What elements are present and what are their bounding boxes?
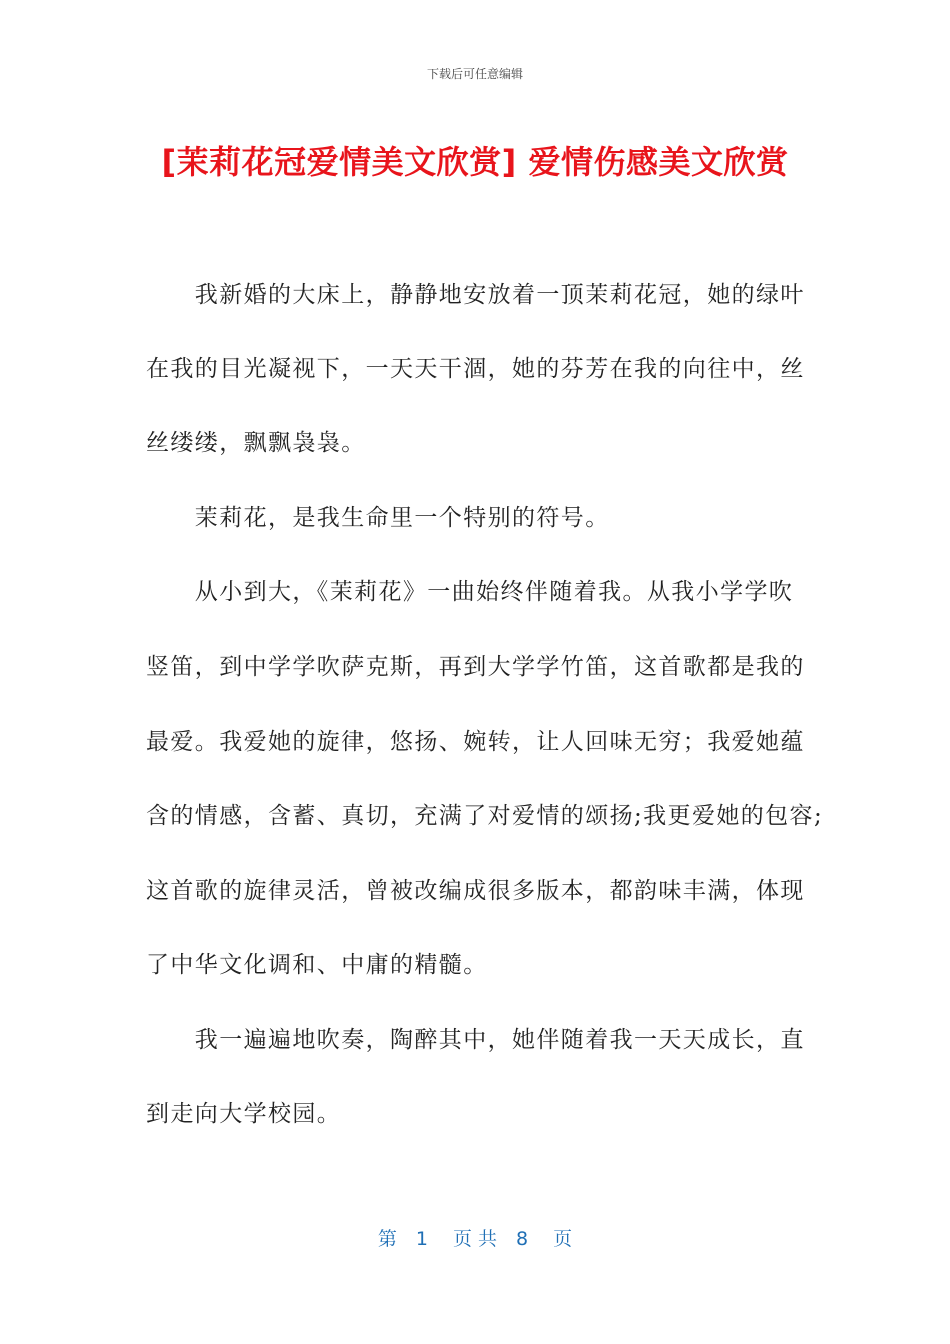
body-line: 竖笛，到中学学吹萨克斯，再到大学学竹笛，这首歌都是我的 xyxy=(146,654,805,680)
body-line: 含的情感，含蓄、真切，充满了对爱情的颂扬;我更爱她的包容; xyxy=(146,803,824,829)
body-line: 我一遍遍地吹奏，陶醉其中，她伴随着我一天天成长，直 xyxy=(146,1027,805,1053)
page-number-footer: 第 1 页 共 8 页 xyxy=(377,1228,573,1250)
body-line: 我新婚的大床上，静静地安放着一顶茉莉花冠，她的绿叶 xyxy=(146,282,805,308)
body-line: 了中华文化调和、中庸的精髓。 xyxy=(146,952,488,978)
body-line: 茉莉花，是我生命里一个特别的符号。 xyxy=(146,505,610,531)
body-line: 从小到大，《茉莉花》一曲始终伴随着我。从我小学学吹 xyxy=(146,579,794,605)
body-line: 到走向大学校园。 xyxy=(146,1101,342,1127)
body-line: 在我的目光凝视下，一天天干涸，她的芬芳在我的向往中，丝 xyxy=(146,356,805,382)
document-title: [茉莉花冠爱情美文欣赏] 爱情伤感美文欣赏 xyxy=(161,143,789,181)
header-note: 下载后可任意编辑 xyxy=(426,67,523,81)
body-line: 这首歌的旋律灵活，曾被改编成很多版本，都韵味丰满，体现 xyxy=(146,878,805,904)
body-line: 丝缕缕，飘飘袅袅。 xyxy=(146,430,366,456)
body-line: 最爱。我爱她的旋律，悠扬、婉转，让人回味无穷；我爱她蕴 xyxy=(146,729,805,755)
